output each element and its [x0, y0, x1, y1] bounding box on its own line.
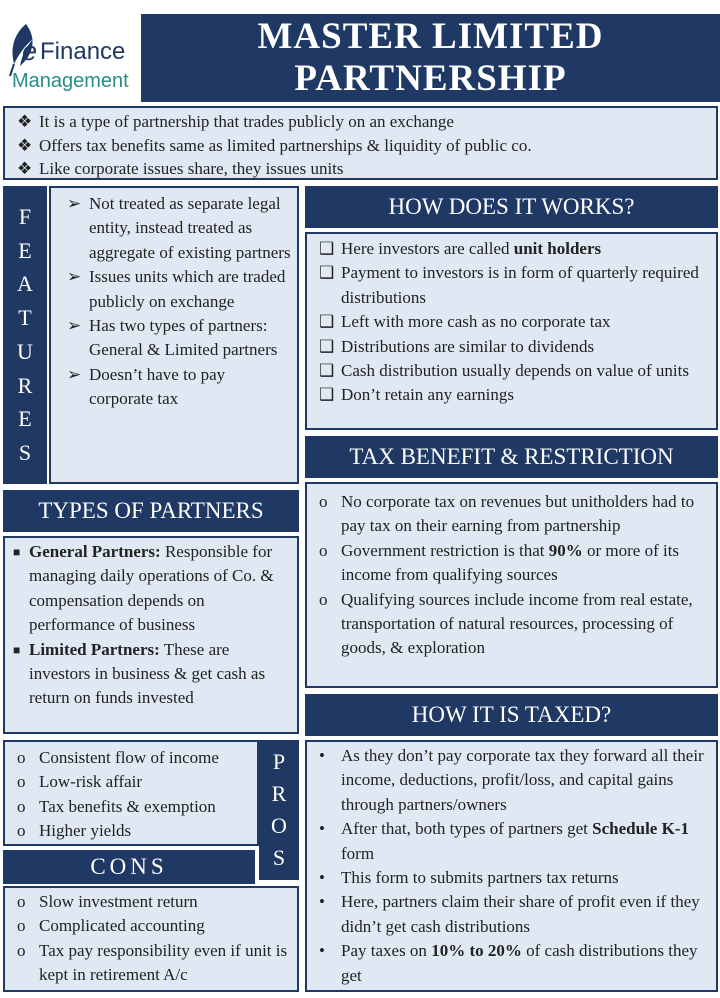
- title-line2: PARTNERSHIP: [294, 58, 567, 99]
- title-line1: MASTER LIMITED: [257, 16, 604, 57]
- circle-bullet-icon: o: [17, 821, 26, 841]
- how-works-item: ❑ Distributions are similar to dividends: [315, 335, 710, 359]
- pros-label: P R O S: [259, 740, 299, 880]
- arrow-bullet-icon: ➢: [67, 316, 82, 336]
- how-works-item: ❑ Cash distribution usually depends on value of units: [315, 359, 710, 383]
- tax-benefit-list: [315, 490, 710, 661]
- logo-line1: Finance: [40, 38, 126, 65]
- intro-item: ❖ It is a type of partnership that trades publicly on an exchange: [13, 110, 716, 134]
- dot-bullet-icon: •: [319, 819, 325, 839]
- pros-box: [3, 740, 259, 846]
- feature-item: ➢ Has two types of partners: General & Limited partners: [67, 316, 278, 360]
- features-list: [63, 192, 293, 412]
- dot-bullet-icon: •: [319, 941, 325, 961]
- pros-item: o Tax benefits & exemption: [13, 795, 253, 819]
- dot-bullet-icon: •: [319, 892, 325, 912]
- pros-item: o Consistent flow of income: [13, 746, 253, 770]
- pros-item: o Higher yields: [13, 819, 253, 843]
- square-bullet-icon: ■: [13, 642, 21, 657]
- tax-benefit-item: o Government restriction is that 90% or more of its income from qualifying sources: [319, 540, 680, 585]
- arrow-bullet-icon: ➢: [67, 267, 82, 287]
- diamond-bullet-icon: ❖: [17, 159, 33, 179]
- types-heading: TYPES OF PARTNERS: [3, 490, 299, 532]
- circle-bullet-icon: o: [17, 796, 26, 816]
- taxed-list: [315, 744, 710, 988]
- cons-list: [13, 890, 293, 988]
- taxed-item: • After that, both types of partners get Schedule K-1 form: [319, 819, 689, 863]
- general-partners-item: ■ General Partners: Responsible for managing daily operations of Co. & compensation depends on performance of business: [13, 542, 274, 635]
- cons-heading: CONS: [3, 850, 255, 884]
- tax-benefit-heading: TAX BENEFIT & RESTRICTION: [305, 436, 718, 478]
- diamond-bullet-icon: ❖: [17, 135, 33, 155]
- feature-item: ➢ Not treated as separate legal entity, instead treated as aggregate of existing partners: [67, 194, 291, 262]
- dot-bullet-icon: •: [319, 868, 325, 888]
- pros-list: [13, 746, 253, 844]
- intro-list: [13, 110, 716, 181]
- arrow-bullet-icon: ➢: [67, 364, 82, 384]
- arrow-bullet-icon: ➢: [67, 194, 82, 213]
- intro-item: ❖ Offers tax benefits same as limited partnerships & liquidity of public co.: [13, 134, 716, 158]
- checkbox-bullet-icon: ❑: [319, 361, 335, 381]
- how-works-heading: HOW DOES IT WORKS?: [305, 186, 718, 228]
- tax-benefit-box: [305, 482, 718, 688]
- taxed-item: • Pay taxes on 10% to 20% of cash distributions they get: [319, 941, 698, 985]
- checkbox-bullet-icon: ❑: [319, 239, 335, 258]
- cons-item: o Slow investment return: [13, 890, 293, 914]
- features-label: F E A T U R E S: [3, 186, 47, 484]
- features-box: [49, 186, 299, 484]
- circle-bullet-icon: o: [319, 589, 328, 609]
- logo: [0, 0, 138, 100]
- logo-e: e: [22, 36, 38, 66]
- circle-bullet-icon: o: [319, 540, 328, 560]
- types-box: [3, 536, 299, 734]
- feature-item: ➢ Issues units which are traded publicly on exchange: [67, 267, 286, 311]
- dot-bullet-icon: •: [319, 746, 325, 765]
- checkbox-bullet-icon: ❑: [319, 263, 335, 283]
- taxed-item: • As they don’t pay corporate tax they forward all their income, deductions, profit/loss, and capital gains through partners/owners: [319, 746, 704, 814]
- diamond-bullet-icon: ❖: [17, 112, 33, 131]
- taxed-box: [305, 740, 718, 992]
- checkbox-bullet-icon: ❑: [319, 385, 335, 405]
- circle-bullet-icon: o: [17, 772, 26, 792]
- types-list: [11, 540, 293, 711]
- circle-bullet-icon: o: [17, 748, 26, 767]
- tax-benefit-item: o No corporate tax on revenues but unitholders had to pay tax on their earning from partnership: [319, 492, 695, 536]
- page-title: [141, 14, 720, 102]
- cons-box: [3, 886, 299, 992]
- tax-benefit-item: o Qualifying sources include income from real estate, transportation of natural resources, processing of goods, & exploration: [319, 589, 693, 658]
- feature-item: ➢ Doesn’t have to pay corporate tax: [67, 364, 226, 409]
- how-works-item: ❑ Here investors are called unit holders: [315, 237, 710, 261]
- cons-item: o Complicated accounting: [13, 914, 293, 938]
- pros-item: o Low-risk affair: [13, 770, 253, 794]
- limited-partners-item: ■ Limited Partners: These are investors in business & get cash as return on funds invested: [13, 639, 266, 708]
- how-works-item: ❑ Left with more cash as no corporate tax: [315, 310, 710, 334]
- how-works-item: ❑ Don’t retain any earnings: [315, 383, 710, 407]
- how-works-list: [315, 237, 710, 408]
- checkbox-bullet-icon: ❑: [319, 336, 335, 356]
- how-works-item: ❑ Payment to investors is in form of quarterly required distributions: [319, 263, 699, 307]
- circle-bullet-icon: o: [319, 492, 328, 511]
- logo-line2: Management: [12, 70, 129, 92]
- cons-item: o Tax pay responsibility even if unit is kept in retirement A/c: [17, 940, 288, 985]
- circle-bullet-icon: o: [17, 892, 26, 911]
- checkbox-bullet-icon: ❑: [319, 312, 335, 332]
- how-works-box: [305, 232, 718, 430]
- taxed-item: • This form to submits partners tax returns: [315, 866, 710, 890]
- taxed-heading: HOW IT IS TAXED?: [305, 694, 718, 736]
- circle-bullet-icon: o: [17, 916, 26, 936]
- intro-item: ❖ Like corporate issues share, they issues units: [13, 157, 716, 181]
- taxed-item: • Here, partners claim their share of profit even if they didn’t get cash distributions: [319, 892, 700, 936]
- circle-bullet-icon: o: [17, 940, 26, 960]
- square-bullet-icon: ■: [13, 545, 21, 559]
- intro-box: [3, 106, 718, 180]
